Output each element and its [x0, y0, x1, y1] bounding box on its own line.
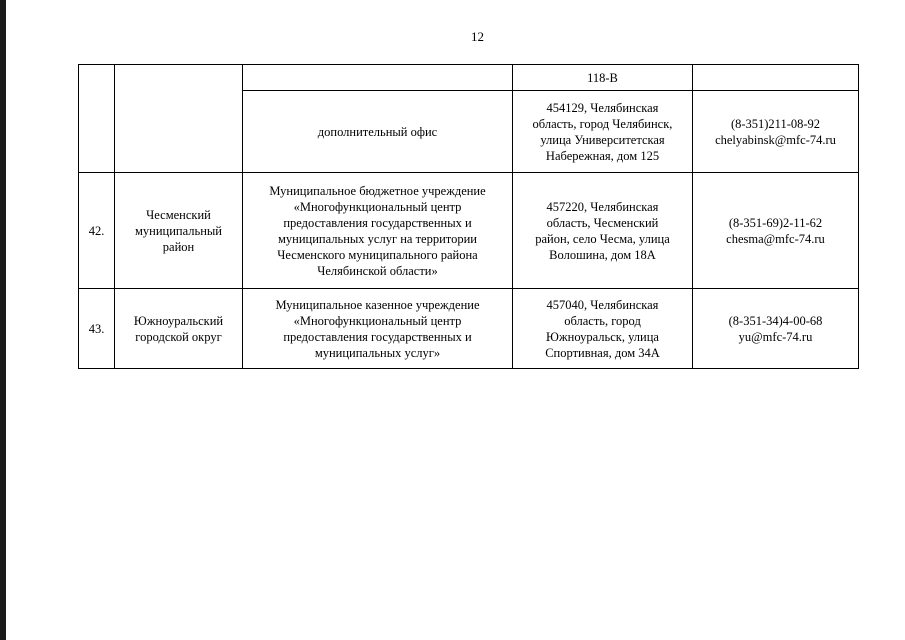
- cell-contact-42: [693, 173, 859, 289]
- address-line: область, Чесменский: [546, 215, 659, 230]
- organization-line: Челябинской области»: [317, 263, 438, 278]
- address-line: Набережная, дом 125: [545, 148, 660, 163]
- cell-organization-office: [243, 91, 513, 173]
- cell-number-43: [79, 289, 115, 369]
- cell-contact-continuation: [693, 65, 859, 91]
- cell-organization-42: [243, 173, 513, 289]
- email-text: chelyabinsk@mfc-74.ru: [715, 132, 836, 147]
- area-line: Южноуральский: [133, 313, 224, 328]
- cell-contact-43: [693, 289, 859, 369]
- phone-text: (8-351-34)4-00-68: [728, 313, 823, 328]
- area-line: район: [162, 239, 195, 254]
- email-text: yu@mfc-74.ru: [738, 329, 813, 344]
- cell-organization-43: [243, 289, 513, 369]
- cell-address-continuation: [513, 65, 693, 91]
- page-number: 12: [471, 29, 484, 44]
- table-row-43: [79, 289, 859, 369]
- area-line: городской округ: [135, 329, 222, 344]
- table-row-continuation: [79, 65, 859, 91]
- organization-text: дополнительный офис: [317, 124, 438, 139]
- cell-number-continuation: [79, 65, 115, 173]
- address-line: Волошина, дом 18А: [549, 247, 656, 262]
- cell-area-continuation: [115, 65, 243, 173]
- page-edge-scan-border: [0, 0, 6, 640]
- organization-line: муниципальных услуг на территории: [278, 231, 477, 246]
- row-number: 43.: [88, 321, 105, 336]
- cell-contact-office: [693, 91, 859, 173]
- address-line: область, город Челябинск,: [532, 116, 673, 131]
- address-line: 457040, Челябинская: [546, 297, 659, 312]
- area-line: муниципальный: [135, 223, 222, 238]
- mfc-offices-table: [78, 64, 859, 369]
- table-row-42: [79, 173, 859, 289]
- address-line: Спортивная, дом 34А: [545, 345, 660, 360]
- address-line: район, село Чесма, улица: [535, 231, 670, 246]
- address-line: 457220, Челябинская: [546, 199, 659, 214]
- address-line: Южноуральск, улица: [546, 329, 659, 344]
- cell-address-43: [513, 289, 693, 369]
- organization-line: «Многофункциональный центр: [293, 313, 462, 328]
- cell-address-office: [513, 91, 693, 173]
- organization-line: «Многофункциональный центр: [293, 199, 462, 214]
- phone-text: (8-351)211-08-92: [730, 116, 821, 131]
- organization-line: предоставления государственных и: [283, 329, 472, 344]
- address-code: 118-В: [587, 70, 618, 85]
- phone-text: (8-351-69)2-11-62: [728, 215, 823, 230]
- cell-area-42: [115, 173, 243, 289]
- area-line: Чесменский: [146, 207, 211, 222]
- email-text: chesma@mfc-74.ru: [726, 231, 825, 246]
- cell-address-42: [513, 173, 693, 289]
- organization-line: Чесменского муниципального района: [277, 247, 478, 262]
- cell-number-42: [79, 173, 115, 289]
- cell-area-43: [115, 289, 243, 369]
- address-line: улица Университетская: [540, 132, 665, 147]
- address-line: 454129, Челябинская: [546, 100, 659, 115]
- organization-line: Муниципальное бюджетное учреждение: [269, 183, 486, 198]
- address-line: область, город: [564, 313, 641, 328]
- organization-line: Муниципальное казенное учреждение: [275, 297, 480, 312]
- organization-line: муниципальных услуг»: [314, 345, 441, 360]
- organization-line: предоставления государственных и: [283, 215, 472, 230]
- row-number: 42.: [88, 223, 105, 238]
- cell-organization-continuation: [243, 65, 513, 91]
